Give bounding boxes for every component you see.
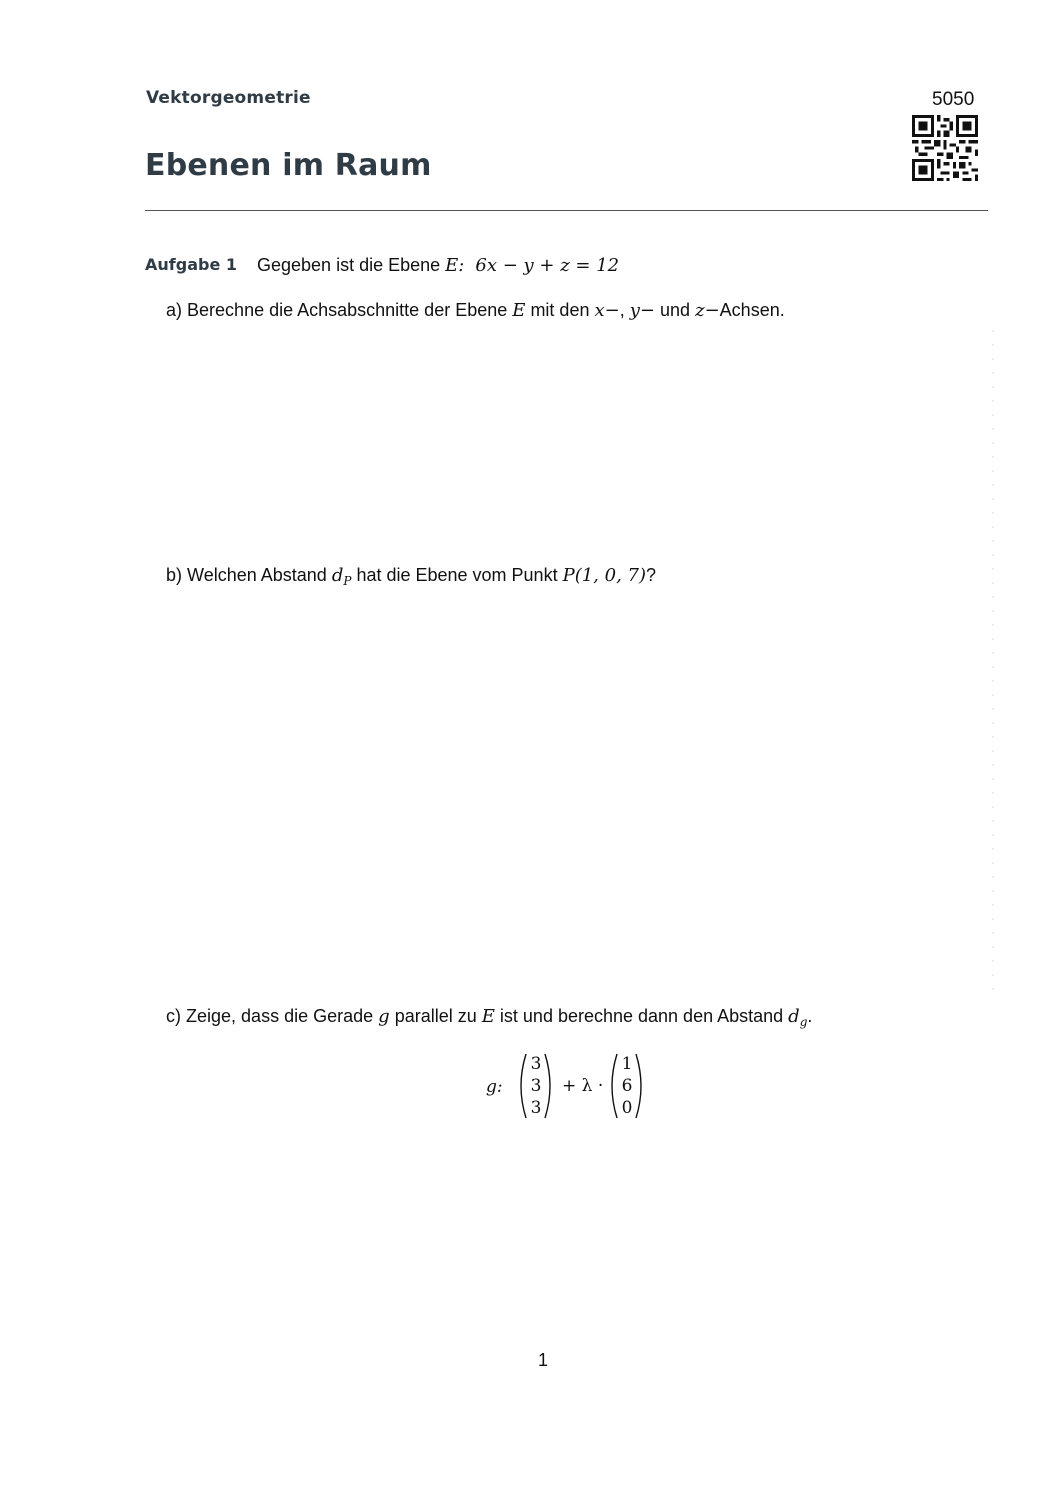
part-b-marker: b) <box>166 565 183 585</box>
part-a-text-3: und <box>660 300 691 320</box>
part-a-text-4: Achsen. <box>719 300 785 320</box>
part-b-text-3: ? <box>646 565 657 585</box>
support-left-paren <box>521 1054 526 1118</box>
direction-entry-3: 0 <box>621 1098 633 1118</box>
direction-entry-2: 6 <box>621 1076 633 1096</box>
qr-code-icon <box>912 115 978 181</box>
part-b-text-2: hat die Ebene vom Punkt <box>356 565 558 585</box>
direction-left-paren <box>612 1054 617 1118</box>
task-intro-text: Gegeben ist die Ebene <box>257 255 441 275</box>
part-c-text-1: Zeige, dass die Gerade <box>186 1006 374 1026</box>
part-c-var-d: d <box>788 1006 800 1027</box>
part-c-text-4: . <box>807 1006 813 1026</box>
page-title: Ebenen im Raum <box>145 148 432 183</box>
part-c-text-3: ist und berechne dann den Abstand <box>499 1006 784 1026</box>
part-a-comma: , <box>619 300 625 320</box>
part-a-text-2: mit den <box>530 300 590 320</box>
line-equation <box>486 1050 656 1122</box>
support-entry-1: 3 <box>530 1054 542 1074</box>
part-c-var-sub: g <box>799 1015 808 1029</box>
part-a-axis-x: x− <box>594 300 620 321</box>
plane-name: E: <box>445 255 465 276</box>
task-label: Aufgabe 1 <box>145 255 237 274</box>
part-a-var-e: E <box>512 300 526 321</box>
part-b-var-d: d <box>331 565 344 586</box>
document-code: 5050 <box>932 89 975 110</box>
part-c <box>166 1006 812 1027</box>
part-a-marker: a) <box>166 300 183 320</box>
part-c-var-e: E <box>481 1006 495 1027</box>
part-a-text-1: Berechne die Achsabschnitte der Ebene <box>187 300 508 320</box>
part-c-text-2: parallel zu <box>394 1006 477 1026</box>
task-intro <box>257 255 619 276</box>
support-right-paren <box>545 1054 550 1118</box>
margin-guide <box>992 330 994 990</box>
part-b <box>166 565 656 586</box>
header-divider <box>145 210 988 211</box>
line-operator: + λ · <box>562 1076 604 1096</box>
plane-equation: 6x − y + z = 12 <box>475 255 620 276</box>
support-entry-2: 3 <box>530 1076 542 1096</box>
part-c-marker: c) <box>166 1006 181 1026</box>
part-a <box>166 300 785 321</box>
line-label: g: <box>486 1077 503 1097</box>
part-b-text-1: Welchen Abstand <box>187 565 327 585</box>
subject-heading: Vektorgeometrie <box>146 88 311 108</box>
part-a-axis-y: y− <box>629 300 656 321</box>
part-c-var-g: g <box>378 1006 390 1027</box>
direction-entry-1: 1 <box>621 1054 633 1074</box>
part-a-axis-z: z− <box>695 300 720 321</box>
support-entry-3: 3 <box>530 1098 542 1118</box>
part-b-point: P(1, 0, 7) <box>562 565 646 586</box>
page-number: 1 <box>538 1350 549 1370</box>
part-b-var-sub: P <box>343 574 352 588</box>
direction-right-paren <box>636 1054 641 1118</box>
